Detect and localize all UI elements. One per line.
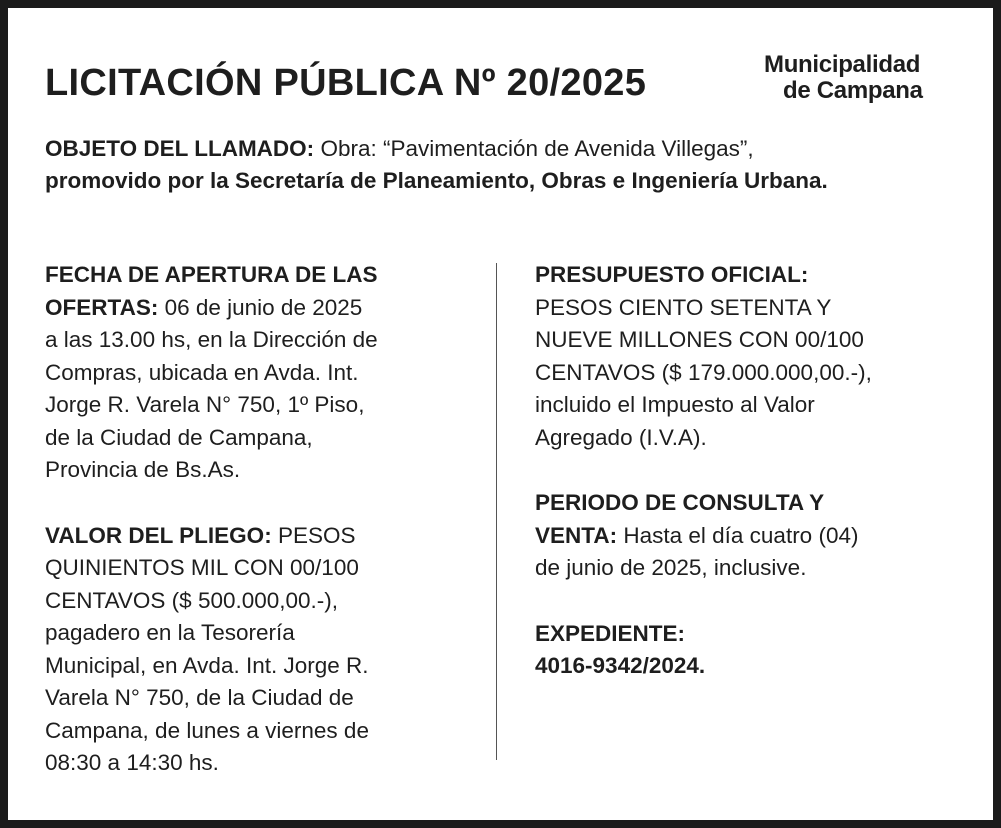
objeto-text: Obra: “Pavimentación de Avenida Villegas”, bbox=[314, 136, 754, 161]
periodo-label-line-2: VENTA: bbox=[535, 522, 618, 548]
periodo-section bbox=[535, 487, 965, 585]
valor-line: QUINIENTOS MIL CON 00/100 bbox=[45, 555, 359, 580]
objeto-text-bold: promovido por la Secretaría de Planeamiento, Obras e Ingeniería Urbana. bbox=[45, 168, 828, 193]
fecha-line: Jorge R. Varela N° 750, 1º Piso, bbox=[45, 392, 365, 417]
fecha-section bbox=[45, 259, 475, 487]
periodo-line: Hasta el día cuatro (04) bbox=[617, 522, 859, 548]
expediente-label: EXPEDIENTE: bbox=[535, 620, 686, 646]
presupuesto-line: Agregado (I.V.A). bbox=[535, 424, 707, 450]
notice-title: LICITACIÓN PÚBLICA Nº 20/2025 bbox=[45, 62, 647, 104]
fecha-line: de la Ciudad de Campana, bbox=[45, 424, 313, 450]
logo-line-1: Municipalidad bbox=[764, 51, 921, 78]
presupuesto-line: PESOS CIENTO SETENTA Y bbox=[535, 294, 832, 320]
fecha-line: Compras, ubicada en Avda. Int. bbox=[45, 359, 359, 385]
valor-line: 08:30 a 14:30 hs. bbox=[45, 750, 219, 775]
presupuesto-line: CENTAVOS ($ 179.000.000,00.-), bbox=[535, 359, 872, 385]
fecha-line: a las 13.00 hs, en la Dirección de bbox=[45, 327, 378, 352]
periodo-line: de junio de 2025, inclusive. bbox=[535, 555, 807, 580]
valor-line: CENTAVOS ($ 500.000,00.-), bbox=[45, 587, 339, 613]
presupuesto-line: incluido el Impuesto al Valor bbox=[535, 392, 815, 417]
fecha-line: 06 de junio de 2025 bbox=[158, 294, 363, 320]
presupuesto-line: NUEVE MILLONES CON 00/100 bbox=[535, 327, 864, 352]
fecha-label-line-1: FECHA DE APERTURA DE LAS bbox=[45, 262, 378, 287]
valor-line: pagadero en la Tesorería bbox=[45, 620, 295, 645]
fecha-label-line-2: OFERTAS: bbox=[45, 294, 159, 320]
column-divider bbox=[496, 263, 497, 760]
logo-line-2: de Campana bbox=[783, 77, 923, 104]
objeto-section bbox=[45, 133, 960, 197]
valor-line: PESOS bbox=[271, 522, 356, 548]
fecha-line: Provincia de Bs.As. bbox=[45, 457, 241, 482]
valor-line: Campana, de lunes a viernes de bbox=[45, 717, 369, 743]
valor-label: VALOR DEL PLIEGO: bbox=[45, 522, 272, 548]
municipality-logo bbox=[764, 52, 923, 104]
right-column bbox=[535, 259, 965, 683]
periodo-label-line-1: PERIODO DE CONSULTA Y bbox=[535, 490, 825, 515]
expediente-section bbox=[535, 618, 965, 683]
valor-section bbox=[45, 520, 475, 780]
objeto-label: OBJETO DEL LLAMADO: bbox=[45, 136, 315, 161]
left-column bbox=[45, 259, 475, 780]
valor-line: Municipal, en Avda. Int. Jorge R. bbox=[45, 652, 369, 678]
presupuesto-label: PRESUPUESTO OFICIAL: bbox=[535, 262, 809, 287]
presupuesto-section bbox=[535, 259, 965, 454]
expediente-number: 4016-9342/2024. bbox=[535, 653, 706, 678]
valor-line: Varela N° 750, de la Ciudad de bbox=[45, 685, 354, 710]
